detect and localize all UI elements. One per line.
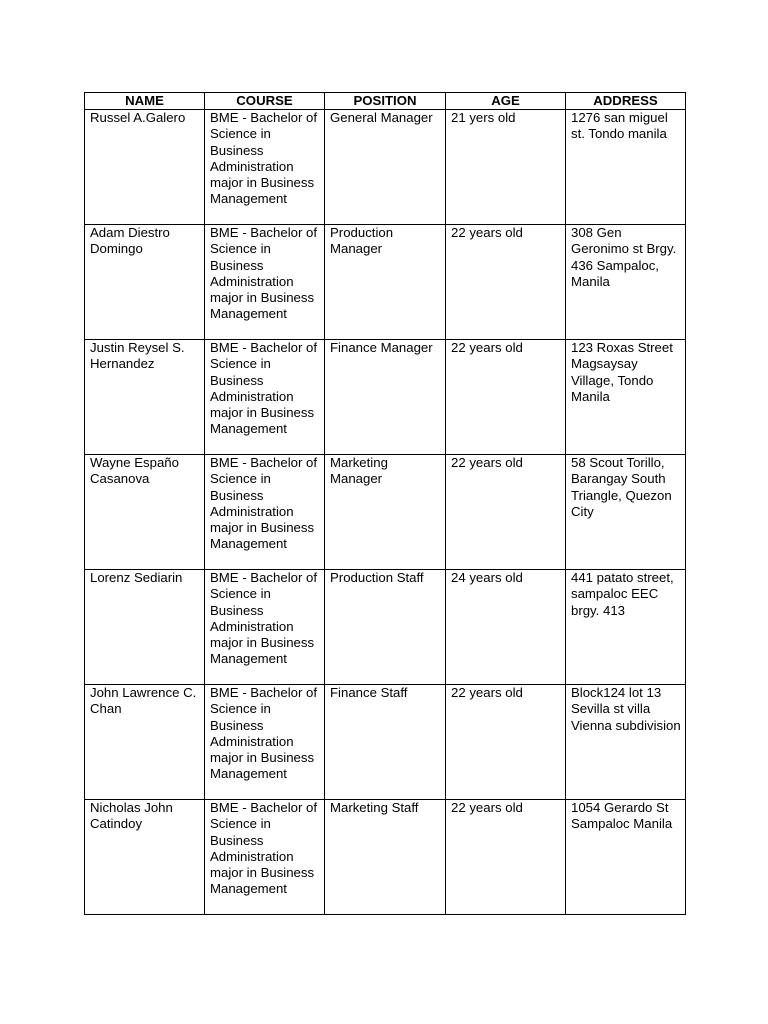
cell-age: 21 yers old <box>446 110 566 225</box>
cell-course: BME - Bachelor of Science in Business Administration major in Business Management <box>205 110 325 225</box>
cell-age: 22 years old <box>446 225 566 340</box>
table-row <box>85 570 686 685</box>
cell-address: 58 Scout Torillo, Barangay South Triangle, Quezon City <box>566 455 686 570</box>
cell-address: 441 patato street, sampaloc EEC brgy. 413 <box>566 570 686 685</box>
cell-age: 24 years old <box>446 570 566 685</box>
cell-position: Marketing Staff <box>325 800 446 915</box>
cell-position: Marketing Manager <box>325 455 446 570</box>
cell-position: Production Manager <box>325 225 446 340</box>
table-row <box>85 225 686 340</box>
cell-address: 1054 Gerardo St Sampaloc Manila <box>566 800 686 915</box>
table-body <box>85 110 686 915</box>
header-position: POSITION <box>325 93 446 110</box>
cell-position: General Manager <box>325 110 446 225</box>
cell-course: BME - Bachelor of Science in Business Administration major in Business Management <box>205 800 325 915</box>
header-row <box>85 93 686 110</box>
cell-age: 22 years old <box>446 685 566 800</box>
table-row <box>85 340 686 455</box>
header-name: NAME <box>85 93 205 110</box>
cell-address: 1276 san miguel st. Tondo manila <box>566 110 686 225</box>
table-row <box>85 685 686 800</box>
cell-name: Adam Diestro Domingo <box>85 225 205 340</box>
cell-name: John Lawrence C. Chan <box>85 685 205 800</box>
cell-address: 123 Roxas Street Magsaysay Village, Tondo Manila <box>566 340 686 455</box>
cell-address: 308 Gen Geronimo st Brgy. 436 Sampaloc, Manila <box>566 225 686 340</box>
cell-position: Finance Staff <box>325 685 446 800</box>
cell-name: Russel A.Galero <box>85 110 205 225</box>
cell-age: 22 years old <box>446 800 566 915</box>
table-row <box>85 110 686 225</box>
cell-course: BME - Bachelor of Science in Business Administration major in Business Management <box>205 225 325 340</box>
members-table <box>84 92 686 915</box>
table-row <box>85 800 686 915</box>
cell-position: Finance Manager <box>325 340 446 455</box>
cell-name: Justin Reysel S. Hernandez <box>85 340 205 455</box>
table-header <box>85 93 686 110</box>
header-age: AGE <box>446 93 566 110</box>
header-address: ADDRESS <box>566 93 686 110</box>
cell-course: BME - Bachelor of Science in Business Administration major in Business Management <box>205 570 325 685</box>
cell-position: Production Staff <box>325 570 446 685</box>
cell-name: Wayne Españo Casanova <box>85 455 205 570</box>
cell-age: 22 years old <box>446 455 566 570</box>
cell-course: BME - Bachelor of Science in Business Administration major in Business Management <box>205 685 325 800</box>
cell-course: BME - Bachelor of Science in Business Administration major in Business Management <box>205 340 325 455</box>
cell-name: Nicholas John Catindoy <box>85 800 205 915</box>
table-row <box>85 455 686 570</box>
cell-age: 22 years old <box>446 340 566 455</box>
header-course: COURSE <box>205 93 325 110</box>
cell-name: Lorenz Sediarin <box>85 570 205 685</box>
cell-course: BME - Bachelor of Science in Business Administration major in Business Management <box>205 455 325 570</box>
cell-address: Block124 lot 13 Sevilla st villa Vienna subdivision <box>566 685 686 800</box>
